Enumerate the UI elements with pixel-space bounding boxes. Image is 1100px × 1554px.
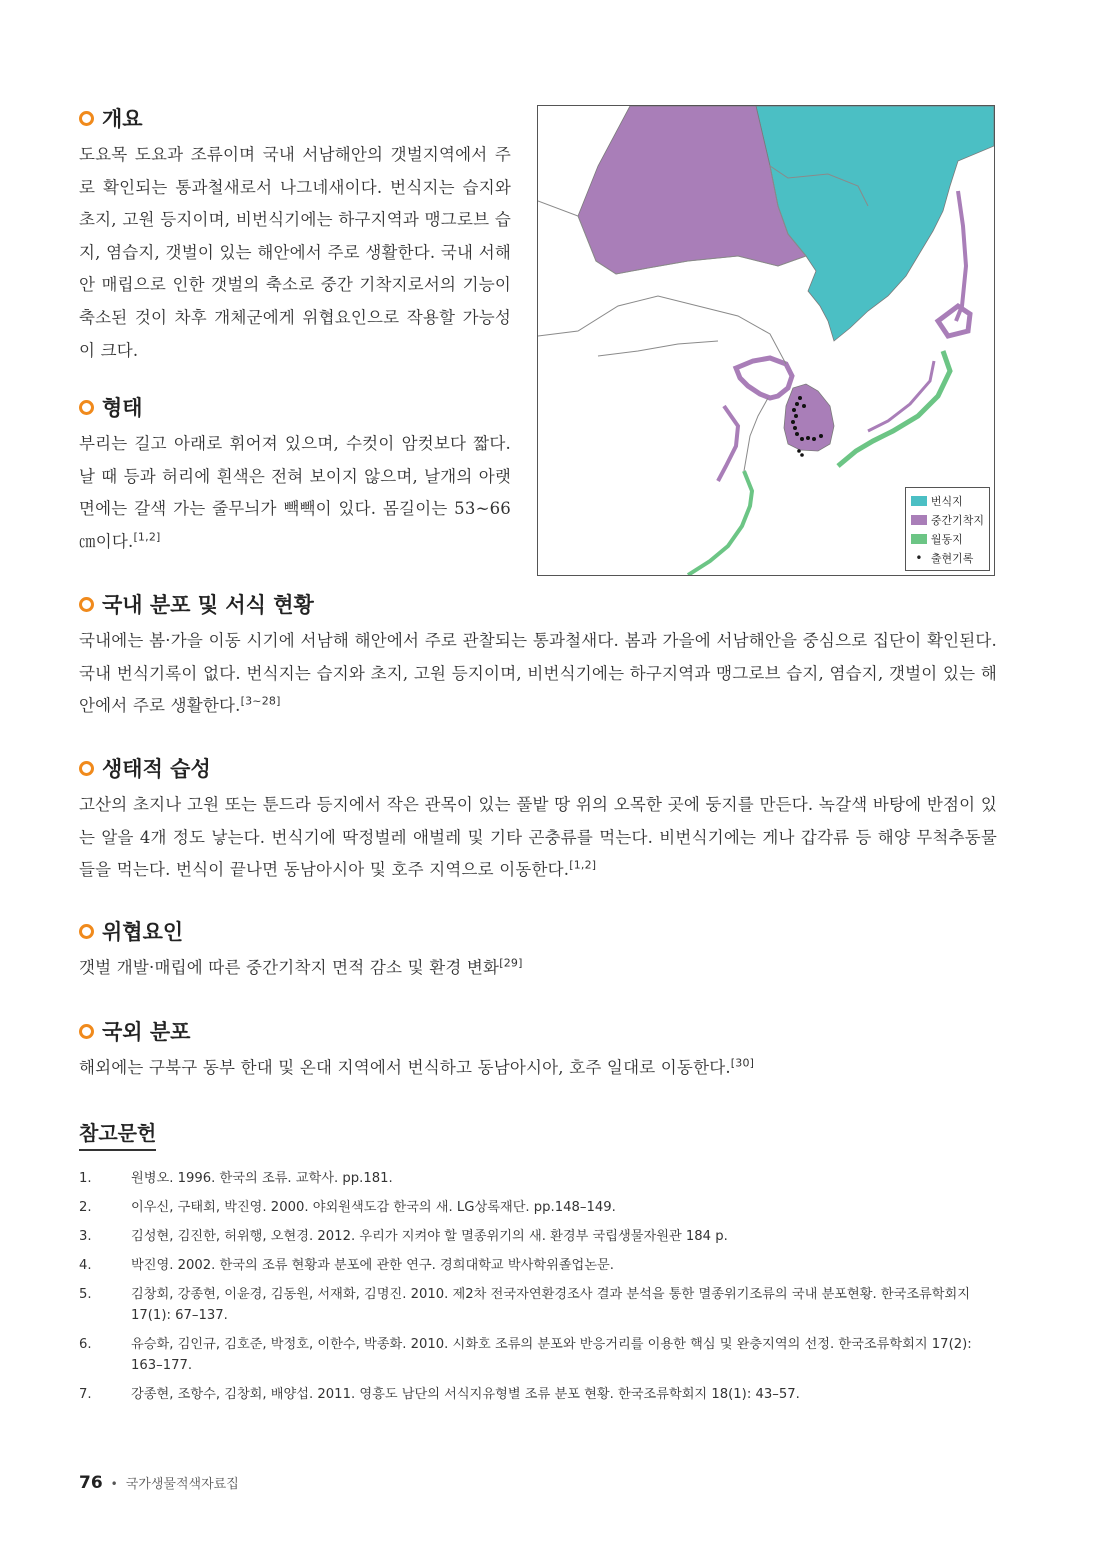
section-heading	[79, 589, 997, 619]
legend-label: 출현기록	[930, 551, 974, 565]
section-title: 위협요인	[102, 920, 184, 944]
bullet-icon	[79, 761, 94, 776]
section-paragraph	[79, 952, 997, 985]
legend-item-stopover	[911, 510, 984, 529]
legend-swatch	[911, 515, 927, 525]
occurrence-dot	[798, 396, 802, 400]
section-title: 생태적 습성	[102, 757, 211, 781]
legend-label: 월동지	[930, 532, 963, 546]
section-text: 부리는 길고 아래로 휘어져 있으며, 수컷이 암컷보다 짧다. 날 때 등과 허리에 흰색은 전혀 보이지 않으며, 날개의 아랫면에는 갈색 가는 줄무늬가 빽빽이 있다. 몸길이는 53~66㎝이다.	[79, 434, 511, 551]
china-coast-stopover	[736, 358, 792, 398]
reference-item	[79, 1168, 997, 1189]
page-footer	[79, 1473, 239, 1493]
legend-dot-icon: •	[915, 550, 923, 565]
occurrence-dot	[819, 434, 823, 438]
reference-number: 3.	[79, 1229, 92, 1244]
book-title: 국가생물적색자료집	[125, 1477, 239, 1492]
reference-text: 강종현, 조항수, 김창회, 배양섭. 2011. 영흥도 남단의 서식지유형별 조류 분포 현황. 한국조류학회지 18(1): 43–57.	[131, 1387, 800, 1402]
legend-swatch	[911, 534, 927, 544]
legend-item-wintering	[911, 529, 984, 548]
reference-text: 원병오. 1996. 한국의 조류. 교학사. pp.181.	[131, 1171, 393, 1186]
section-paragraph	[79, 428, 511, 558]
citation: [29]	[499, 956, 523, 970]
reference-number: 2.	[79, 1200, 92, 1215]
section-title: 개요	[102, 107, 143, 131]
border-line	[538, 296, 786, 364]
section-domestic	[79, 589, 997, 723]
section-title: 형태	[102, 396, 143, 420]
reference-text: 김성현, 김진한, 허위행, 오현경. 2012. 우리가 지켜야 할 멸종위기의 새. 환경부 국립생물자원관 184 p.	[131, 1229, 728, 1244]
reference-item	[79, 1255, 997, 1276]
bullet-icon	[79, 400, 94, 415]
coastline	[744, 398, 768, 471]
citation: [30]	[730, 1056, 755, 1070]
reference-number: 6.	[79, 1337, 92, 1352]
occurrence-dot	[795, 402, 799, 406]
page-number: 76	[79, 1473, 103, 1493]
section-text: 고산의 초지나 고원 또는 툰드라 등지에서 작은 관목이 있는 풀밭 땅 위의 오목한 곳에 둥지를 만든다. 녹갈색 바탕에 반점이 있는 알을 4개 정도 낳는다. 번식기에 딱정벌레 애벌레 및 기타 곤충류를 먹는다. 비번식기에는 게나 갑각류 등 해양 무척추동물들을 먹는다. 번식이 끝나면 동남아시아 및 호주 지역으로 이동한다.	[79, 795, 997, 880]
reference-text: 박진영. 2002. 한국의 조류 현황과 분포에 관한 연구. 경희대학교 박사학위졸업논문.	[131, 1258, 614, 1273]
occurrence-dot	[791, 420, 795, 424]
reference-number: 7.	[79, 1387, 92, 1402]
occurrence-dot	[812, 437, 816, 441]
reference-text: 이우신, 구태회, 박진영. 2000. 야외원색도감 한국의 새. LG상록재단. pp.148–149.	[131, 1200, 616, 1215]
occurrence-dot	[795, 432, 799, 436]
legend-swatch	[911, 496, 927, 506]
reference-item	[79, 1197, 997, 1218]
reference-number: 4.	[79, 1258, 92, 1273]
section-text: 해외에는 구북구 동부 한대 및 온대 지역에서 번식하고 동남아시아, 호주 일대로 이동한다.	[79, 1058, 731, 1077]
section-text: 도요목 도요과 조류이며 국내 서남해안의 갯벌지역에서 주로 확인되는 통과철새로서 나그네새이다. 번식지는 습지와 초지, 고원 등지이며, 비번식기에는 하구지역과 맹그로브 습지, 염습지, 갯벌이 있는 해안에서 주로 생활한다. 국내 서해안 매립으로 인한 갯벌의 축소로 중간 기착지로서의 기능이 축소된 것이 차후 개체군에게 위협요인으로 작용할 가능성이 크다.	[79, 145, 511, 360]
distribution-map	[537, 105, 995, 576]
section-heading	[79, 103, 511, 133]
section-paragraph	[79, 789, 997, 887]
china-coast-wintering	[688, 471, 752, 575]
section-overview	[79, 103, 511, 367]
references-title: 참고문헌	[79, 1117, 156, 1151]
legend-label: 번식지	[930, 494, 963, 508]
legend-item-occurrence	[911, 548, 984, 567]
reference-number: 1.	[79, 1171, 92, 1186]
reference-item	[79, 1284, 997, 1326]
section-text: 국내에는 봄·가을 이동 시기에 서남해 해안에서 주로 관찰되는 통과철새다. 봄과 가을에 서남해안을 중심으로 집단이 확인된다. 국내 번식기록이 없다. 번식지는 습지와 초지, 고원 등지이며, 비번식기에는 하구지역과 맹그로브 습지, 염습지, 갯벌이 있는 해안에서 주로 생활한다.	[79, 631, 997, 716]
reference-item	[79, 1384, 997, 1405]
korea-stopover	[784, 384, 834, 451]
bullet-icon	[79, 924, 94, 939]
section-heading	[79, 392, 511, 422]
russia-coast-stopover	[956, 191, 966, 321]
section-overseas	[79, 1016, 997, 1085]
footer-separator: •	[110, 1477, 118, 1491]
section-paragraph	[79, 1052, 997, 1085]
section-text: 갯벌 개발·매립에 따른 중간기착지 면적 감소 및 환경 변화	[79, 958, 500, 977]
section-threats	[79, 916, 997, 985]
legend-label: 중간기착지	[930, 513, 984, 527]
section-heading	[79, 753, 997, 783]
occurrence-dot	[794, 414, 798, 418]
occurrence-dot	[793, 426, 797, 430]
references-list	[79, 1168, 997, 1413]
occurrence-dot	[797, 449, 801, 453]
bullet-icon	[79, 597, 94, 612]
occurrence-dot	[792, 408, 796, 412]
citation: [3~28]	[240, 694, 281, 708]
citation: [1,2]	[133, 530, 161, 544]
reference-item	[79, 1334, 997, 1376]
section-title: 국외 분포	[102, 1020, 191, 1044]
reference-text: 유승화, 김인규, 김호준, 박정호, 이한수, 박종화. 2010. 시화호 조류의 분포와 반응거리를 이용한 핵심 및 완충지역의 선정. 한국조류학회지 17(2): 163–177.	[131, 1337, 972, 1373]
map-legend	[905, 487, 990, 571]
reference-text: 김창회, 강종현, 이윤경, 김동원, 서재화, 김명진. 2010. 제2차 전국자연환경조사 결과 분석을 통한 멸종위기조류의 국내 분포현황. 한국조류학회지 17(1): 67–137.	[131, 1287, 971, 1323]
section-heading	[79, 1016, 997, 1046]
section-paragraph	[79, 625, 997, 723]
border-line	[598, 341, 718, 356]
citation: [1,2]	[569, 858, 597, 872]
section-morphology	[79, 392, 511, 558]
occurrence-dot	[806, 436, 810, 440]
japan-wintering-2	[868, 361, 934, 431]
occurrence-dot	[802, 404, 806, 408]
reference-number: 5.	[79, 1287, 92, 1302]
section-heading	[79, 916, 997, 946]
section-title: 국내 분포 및 서식 현황	[102, 593, 314, 617]
china-coast-stopover-2	[718, 406, 738, 481]
legend-item-breeding	[911, 491, 984, 510]
bullet-icon	[79, 111, 94, 126]
reference-item	[79, 1226, 997, 1247]
occurrence-dot	[800, 453, 804, 457]
occurrence-dot	[800, 437, 804, 441]
bullet-icon	[79, 1024, 94, 1039]
section-ecology	[79, 753, 997, 887]
hokkaido-stopover	[938, 306, 970, 336]
